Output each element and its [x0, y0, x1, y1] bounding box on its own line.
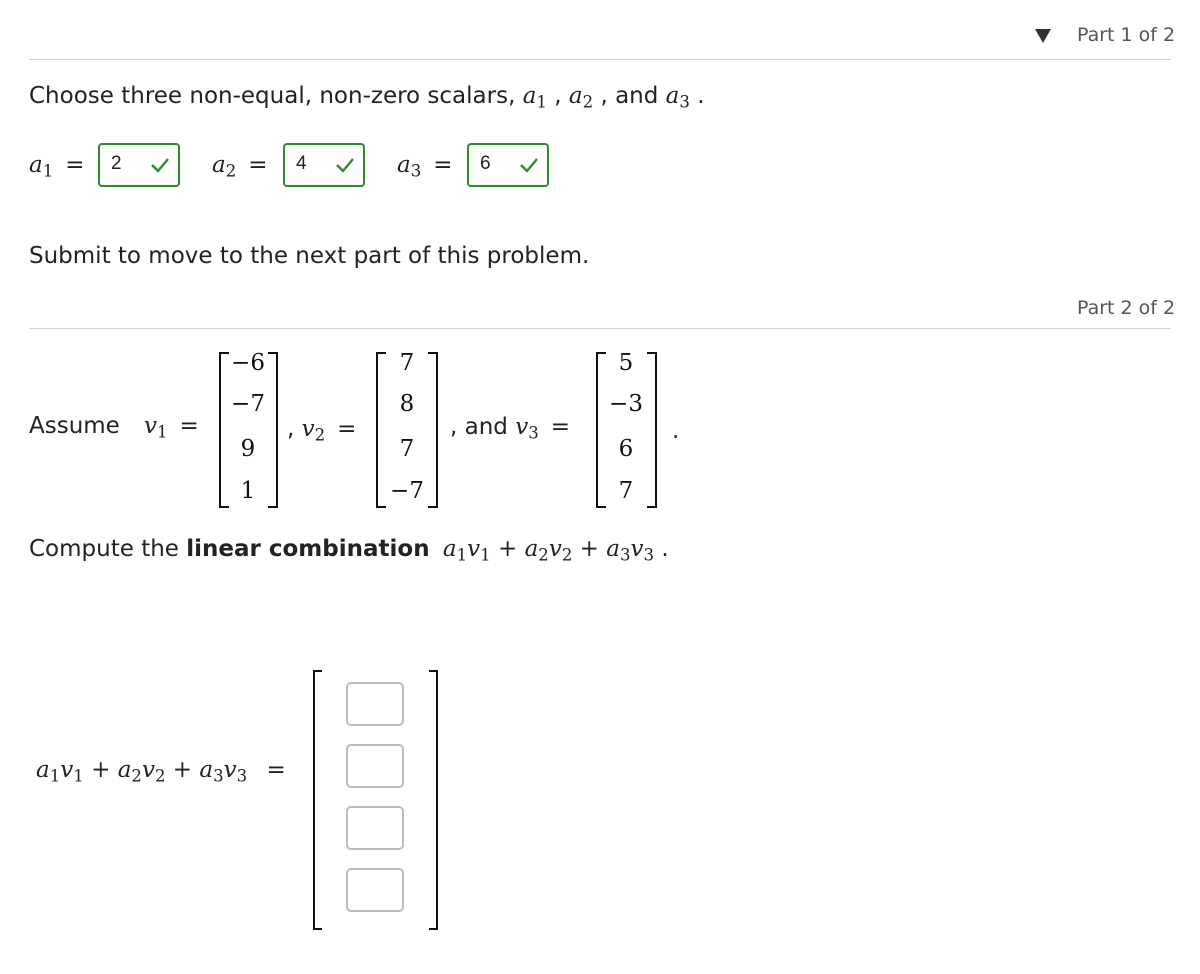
v3-entry: 5 — [618, 350, 634, 376]
part-2-divider — [29, 328, 1171, 329]
v1-label: $v_1$ = — [144, 413, 199, 442]
v2-entry: 7 — [399, 350, 415, 376]
check-icon — [148, 153, 172, 177]
compute-instruction: Compute the linear combination $a_1v_1 + a_2v_2 + a_3v_3$ . — [29, 536, 669, 565]
v3-label: , and $v_3$ = — [450, 414, 571, 443]
answer-right-bracket — [429, 670, 438, 930]
scalar-a1-input[interactable]: 2 — [98, 143, 180, 187]
v2-entry: −7 — [390, 478, 424, 504]
part-1-instruction: Choose three non-equal, non-zero scalars, $a_1$ , $a_2$ , and $a_3$ . — [29, 83, 705, 112]
assume-label: Assume — [29, 413, 120, 439]
answer-row-3-input[interactable] — [346, 806, 404, 850]
triangle-down-icon — [1035, 29, 1051, 43]
part-1-label: Part 1 of 2 — [1077, 24, 1176, 46]
part-2-label: Part 2 of 2 — [1077, 297, 1176, 319]
scalar-a1-label: $a_1$ = — [29, 152, 85, 181]
check-icon — [517, 153, 541, 177]
scalar-a3-input[interactable]: 6 — [467, 143, 549, 187]
submit-note: Submit to move to the next part of this problem. — [29, 243, 590, 269]
v1-entry: 9 — [240, 436, 256, 462]
v3-entry: 6 — [618, 436, 634, 462]
check-icon — [333, 153, 357, 177]
v3-entry: −3 — [609, 391, 643, 417]
scalar-a2-input[interactable]: 4 — [283, 143, 365, 187]
v1-entry: 1 — [240, 478, 256, 504]
answer-row-4-input[interactable] — [346, 868, 404, 912]
answer-lhs: $a_1v_1 + a_2v_2 + a_3v_3$ = — [36, 757, 286, 786]
collapse-part-1-button[interactable] — [1035, 28, 1053, 46]
v3-entry: 7 — [618, 478, 634, 504]
answer-row-1-input[interactable] — [346, 682, 404, 726]
scalar-a2-label: $a_2$ = — [212, 152, 268, 181]
v2-entry: 8 — [399, 391, 415, 417]
v1-entry: −6 — [231, 350, 265, 376]
period: . — [672, 418, 680, 444]
answer-row-2-input[interactable] — [346, 744, 404, 788]
scalar-a3-label: $a_3$ = — [397, 152, 453, 181]
answer-left-bracket — [313, 670, 322, 930]
v1-entry: −7 — [231, 391, 265, 417]
v2-entry: 7 — [399, 436, 415, 462]
part-1-divider — [29, 59, 1171, 60]
v2-label: , $v_2$ = — [287, 416, 357, 445]
